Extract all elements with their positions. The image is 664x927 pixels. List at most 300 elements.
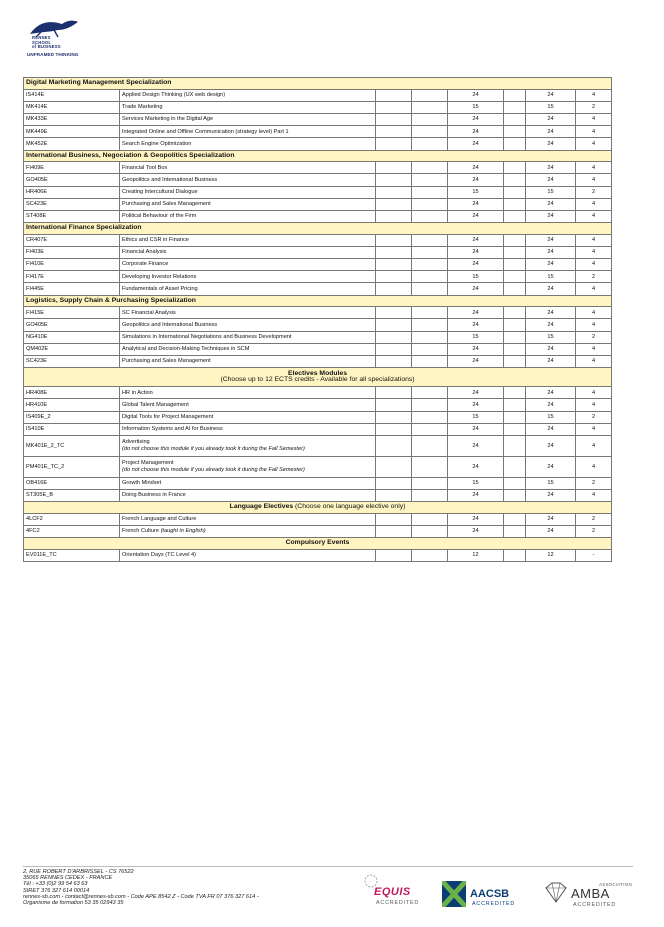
course-name: [120, 198, 376, 210]
ects-cell: 4: [576, 423, 612, 435]
ects-cell: 4: [576, 387, 612, 399]
course-code: FI403E: [24, 246, 120, 258]
hours-total-cell: 24: [526, 162, 576, 174]
blank-cell: [412, 549, 448, 561]
blank-cell: [412, 513, 448, 525]
course-name-text: Trade Marketing: [122, 104, 163, 111]
hours-total-cell: 24: [526, 259, 576, 271]
course-name-text: Creating Intercultural Dialogue: [122, 188, 198, 195]
course-name: [120, 331, 376, 343]
course-code: MK433E: [24, 113, 120, 125]
blank-cell: [412, 423, 448, 435]
ects-cell: 2: [576, 477, 612, 489]
course-name: [120, 259, 376, 271]
course-code: IS410E: [24, 423, 120, 435]
blank-cell: [412, 246, 448, 258]
section-subtitle: (Choose up to 12 ECTS credits - Available for all specializations): [220, 376, 415, 384]
blank-cell: [376, 246, 412, 258]
blank-cell: [504, 399, 526, 411]
course-code: ST305E_B: [24, 490, 120, 502]
hours-total-cell: 24: [526, 423, 576, 435]
course-name: [120, 355, 376, 367]
course-row: [24, 423, 612, 435]
blank-cell: [504, 210, 526, 222]
hours-total-cell: 15: [526, 101, 576, 113]
section-header: [24, 295, 612, 307]
hours-cell: 24: [448, 113, 504, 125]
course-name-text: Digital Tools for Project Management: [122, 413, 214, 420]
course-note: (do not choose this module if you already took it during the Fall Semester): [122, 445, 305, 452]
blank-cell: [376, 490, 412, 502]
section-header: [24, 223, 612, 235]
course-name: [120, 435, 376, 456]
blank-cell: [412, 490, 448, 502]
hours-cell: 24: [448, 162, 504, 174]
course-name-text: Financial Analysis: [122, 249, 167, 256]
blank-cell: [376, 113, 412, 125]
course-code: 4FC2: [24, 526, 120, 538]
blank-cell: [504, 343, 526, 355]
course-name: [120, 162, 376, 174]
course-name-text: Developing Investor Relations: [122, 273, 197, 280]
course-row: [24, 113, 612, 125]
hours-total-cell: 15: [526, 477, 576, 489]
course-row: [24, 89, 612, 101]
course-table: [23, 77, 612, 562]
blank-cell: [504, 259, 526, 271]
ects-cell: 2: [576, 513, 612, 525]
hours-cell: 24: [448, 526, 504, 538]
aacsb-accredited-label: ACCREDITED: [472, 901, 516, 907]
section-header-row: [24, 223, 612, 235]
hours-cell: 15: [448, 271, 504, 283]
blank-cell: [412, 234, 448, 246]
course-code: QM402E: [24, 343, 120, 355]
blank-cell: [412, 399, 448, 411]
blank-cell: [412, 89, 448, 101]
ects-cell: 4: [576, 355, 612, 367]
blank-cell: [376, 355, 412, 367]
hours-total-cell: 15: [526, 411, 576, 423]
course-row: [24, 138, 612, 150]
blank-cell: [376, 387, 412, 399]
blank-cell: [412, 387, 448, 399]
blank-cell: [376, 186, 412, 198]
course-code: IS409E_2: [24, 411, 120, 423]
ects-cell: 4: [576, 399, 612, 411]
section-header-row: [24, 295, 612, 307]
blank-cell: [504, 319, 526, 331]
blank-cell: [412, 283, 448, 295]
equis-accredited-label: ACCREDITED: [376, 900, 420, 906]
course-name: [120, 234, 376, 246]
blank-cell: [412, 456, 448, 477]
ects-cell: 2: [576, 526, 612, 538]
hours-cell: 24: [448, 456, 504, 477]
course-row: [24, 513, 612, 525]
ects-cell: 4: [576, 162, 612, 174]
footer-divider: [23, 866, 633, 867]
blank-cell: [376, 435, 412, 456]
amba-diamond-icon: [543, 882, 569, 904]
section-header-row: [24, 150, 612, 162]
hours-cell: 24: [448, 319, 504, 331]
course-name: [120, 307, 376, 319]
course-code: MK449E: [24, 126, 120, 138]
course-name: [120, 477, 376, 489]
course-row: [24, 411, 612, 423]
blank-cell: [504, 246, 526, 258]
blank-cell: [412, 435, 448, 456]
course-name-text: Analytical and Decision-Making Techniques in SCM: [122, 346, 250, 353]
course-name-text: Project Management: [122, 460, 174, 467]
footer-line: 2, RUE ROBERT D'ARBRISSEL - CS 76522: [23, 869, 134, 875]
course-row: [24, 435, 612, 456]
section-header: [24, 78, 612, 90]
course-name-text: Corporate Finance: [122, 261, 169, 268]
course-name-text: Political Behaviour of the Firm: [122, 213, 197, 220]
hours-total-cell: 24: [526, 387, 576, 399]
hours-total-cell: 24: [526, 246, 576, 258]
course-name: [120, 490, 376, 502]
blank-cell: [376, 101, 412, 113]
hours-total-cell: 24: [526, 526, 576, 538]
hours-cell: 24: [448, 246, 504, 258]
hours-cell: 15: [448, 411, 504, 423]
course-name-text: Orientation Days (TC Level 4): [122, 552, 196, 559]
ects-cell: 2: [576, 331, 612, 343]
ects-cell: 4: [576, 319, 612, 331]
course-name: [120, 343, 376, 355]
course-name: [120, 246, 376, 258]
course-name-text: Fundamentals of Asset Pricing: [122, 285, 198, 292]
blank-cell: [376, 234, 412, 246]
hours-cell: 24: [448, 259, 504, 271]
ects-cell: 4: [576, 490, 612, 502]
hours-cell: 24: [448, 399, 504, 411]
course-name: [120, 186, 376, 198]
blank-cell: [376, 162, 412, 174]
ects-cell: 4: [576, 343, 612, 355]
blank-cell: [376, 399, 412, 411]
course-code: MK452E: [24, 138, 120, 150]
ects-cell: 4: [576, 234, 612, 246]
hours-cell: 24: [448, 126, 504, 138]
hours-total-cell: 24: [526, 456, 576, 477]
blank-cell: [504, 89, 526, 101]
course-note: (do not choose this module if you already took it during the Fall Semester): [122, 466, 305, 473]
hours-cell: 24: [448, 138, 504, 150]
section-header: [24, 538, 612, 550]
footer-line: rennes-sb.com - contact@rennes-sb.com - Code APE 8542 Z - Code TVA FR 07 376 327 614 -: [23, 893, 259, 900]
hours-cell: 12: [448, 549, 504, 561]
blank-cell: [376, 198, 412, 210]
ects-cell: 2: [576, 101, 612, 113]
ects-cell: 4: [576, 246, 612, 258]
blank-cell: [504, 162, 526, 174]
course-name: [120, 283, 376, 295]
course-row: [24, 259, 612, 271]
ects-cell: 4: [576, 283, 612, 295]
course-name-text: Growth Mindset: [122, 480, 162, 487]
course-name-text: Search Engine Optimization: [122, 140, 192, 147]
hours-total-cell: 24: [526, 174, 576, 186]
aacsb-square-icon: [442, 881, 466, 907]
course-code: HR406E: [24, 186, 120, 198]
course-row: [24, 307, 612, 319]
hours-cell: 15: [448, 477, 504, 489]
hours-cell: 15: [448, 186, 504, 198]
course-row: [24, 246, 612, 258]
blank-cell: [376, 271, 412, 283]
amba-badge: [543, 872, 632, 912]
hours-total-cell: 24: [526, 234, 576, 246]
blank-cell: [376, 283, 412, 295]
course-name: [120, 101, 376, 113]
blank-cell: [376, 89, 412, 101]
course-name: [120, 89, 376, 101]
hours-total-cell: 24: [526, 435, 576, 456]
ects-cell: 4: [576, 126, 612, 138]
hours-total-cell: 24: [526, 399, 576, 411]
blank-cell: [412, 198, 448, 210]
hours-cell: 24: [448, 210, 504, 222]
course-name-text: Information Systems and AI for Business: [122, 426, 223, 433]
ects-cell: 4: [576, 435, 612, 456]
section-header: [24, 150, 612, 162]
hours-total-cell: 24: [526, 113, 576, 125]
amba-association-label: ASSOCIATION: [599, 882, 632, 887]
blank-cell: [412, 259, 448, 271]
course-code: SC423E: [24, 355, 120, 367]
ects-cell: 4: [576, 138, 612, 150]
blank-cell: [504, 549, 526, 561]
section-title: Electives Modules: [288, 369, 347, 377]
section-subtitle: (Choose one language elective only): [295, 503, 406, 511]
course-code: FI409E: [24, 162, 120, 174]
blank-cell: [504, 198, 526, 210]
hours-cell: 24: [448, 435, 504, 456]
blank-cell: [376, 549, 412, 561]
blank-cell: [504, 283, 526, 295]
hours-total-cell: 24: [526, 210, 576, 222]
section-title: Digital Marketing Management Specialization: [26, 79, 172, 87]
course-name-text: Advertising: [122, 439, 150, 446]
blank-cell: [412, 411, 448, 423]
blank-cell: [376, 526, 412, 538]
course-row: [24, 198, 612, 210]
hours-cell: 24: [448, 423, 504, 435]
blank-cell: [376, 513, 412, 525]
hours-cell: 24: [448, 490, 504, 502]
course-name: [120, 138, 376, 150]
footer-line: SIRET 376 327 614 00014: [23, 887, 90, 894]
course-name: [120, 126, 376, 138]
hours-total-cell: 15: [526, 331, 576, 343]
course-code: FI415E: [24, 307, 120, 319]
section-header: [24, 368, 612, 387]
course-code: 4LCF2: [24, 513, 120, 525]
blank-cell: [504, 411, 526, 423]
course-code: MK414E: [24, 101, 120, 113]
blank-cell: [376, 319, 412, 331]
blank-cell: [376, 259, 412, 271]
course-row: [24, 186, 612, 198]
blank-cell: [504, 423, 526, 435]
blank-cell: [376, 411, 412, 423]
hours-total-cell: 24: [526, 355, 576, 367]
course-name-text: Integrated Online and Offline Communication (strategy level) Part 1: [122, 128, 289, 135]
course-name: [120, 319, 376, 331]
course-name: [120, 210, 376, 222]
course-name-text: Geopolitics and International Business: [122, 321, 218, 328]
course-code: HR410E: [24, 399, 120, 411]
course-name-text: Ethics and CSR in Finance: [122, 237, 189, 244]
course-code: GO405E: [24, 174, 120, 186]
logo-wordmark: [32, 36, 61, 50]
course-row: [24, 210, 612, 222]
course-name-text: Simulations in International Negotiations and Business Development: [122, 333, 292, 340]
course-name-text: Services Marketing in the Digital Age: [122, 116, 214, 123]
course-code: GO405E: [24, 319, 120, 331]
course-name: [120, 411, 376, 423]
blank-cell: [412, 174, 448, 186]
blank-cell: [412, 113, 448, 125]
course-row: [24, 271, 612, 283]
course-code: NG410E: [24, 331, 120, 343]
course-name: [120, 387, 376, 399]
footer-address: [23, 869, 343, 906]
footer-line: Organisme de formation 53 35 02943 35: [23, 900, 124, 907]
footer-line: Tél : +33 (0)2 99 54 63 63: [23, 881, 88, 888]
ects-cell: 2: [576, 271, 612, 283]
blank-cell: [376, 307, 412, 319]
course-code: PM401E_TC_2: [24, 456, 120, 477]
blank-cell: [376, 126, 412, 138]
hours-cell: 24: [448, 387, 504, 399]
blank-cell: [504, 307, 526, 319]
blank-cell: [412, 307, 448, 319]
blank-cell: [412, 101, 448, 113]
blank-cell: [376, 138, 412, 150]
section-title: Compulsory Events: [285, 539, 350, 547]
course-name-text: Applied Design Thinking (UX web design): [122, 91, 226, 98]
logo-line: RENNES: [32, 35, 51, 40]
course-name-text: Purchasing and Sales Management: [122, 201, 211, 208]
course-row: [24, 162, 612, 174]
course-note: (taught in English): [160, 528, 206, 535]
ects-cell: 4: [576, 259, 612, 271]
aacsb-name: AACSB: [470, 888, 510, 900]
blank-cell: [504, 101, 526, 113]
course-row: [24, 355, 612, 367]
blank-cell: [504, 477, 526, 489]
course-row: [24, 126, 612, 138]
blank-cell: [376, 477, 412, 489]
course-row: [24, 283, 612, 295]
course-code: SC423E: [24, 198, 120, 210]
hours-total-cell: 24: [526, 319, 576, 331]
hours-cell: 24: [448, 513, 504, 525]
hours-total-cell: 24: [526, 126, 576, 138]
amba-accredited-label: ACCREDITED: [573, 902, 617, 908]
course-code: CR407E: [24, 234, 120, 246]
section-title: International Finance Specialization: [26, 224, 142, 232]
course-name-text: SC Financial Analysis: [122, 309, 176, 316]
blank-cell: [376, 174, 412, 186]
hours-total-cell: 24: [526, 283, 576, 295]
ects-cell: 2: [576, 186, 612, 198]
hours-cell: 24: [448, 355, 504, 367]
course-row: [24, 387, 612, 399]
course-row: [24, 526, 612, 538]
course-row: [24, 343, 612, 355]
hours-total-cell: 15: [526, 186, 576, 198]
course-name: [120, 549, 376, 561]
blank-cell: [412, 355, 448, 367]
course-row: [24, 456, 612, 477]
blank-cell: [376, 423, 412, 435]
course-name-text: French Culture: [122, 528, 159, 535]
blank-cell: [412, 126, 448, 138]
course-name: [120, 526, 376, 538]
logo-line: of BUSINESS: [32, 44, 61, 50]
course-row: [24, 174, 612, 186]
blank-cell: [376, 456, 412, 477]
blank-cell: [412, 138, 448, 150]
section-title: International Business, Negociation & Geopolitics Specialization: [26, 151, 235, 159]
course-name: [120, 113, 376, 125]
course-code: HR408E: [24, 387, 120, 399]
blank-cell: [504, 435, 526, 456]
ects-cell: 4: [576, 456, 612, 477]
course-code: FI410E: [24, 259, 120, 271]
course-code: ST408E: [24, 210, 120, 222]
blank-cell: [504, 331, 526, 343]
course-code: FI445E: [24, 283, 120, 295]
ects-cell: 4: [576, 89, 612, 101]
hours-total-cell: 15: [526, 271, 576, 283]
blank-cell: [504, 456, 526, 477]
hours-total-cell: 24: [526, 490, 576, 502]
hours-total-cell: 24: [526, 343, 576, 355]
blank-cell: [412, 526, 448, 538]
section-header-row: [24, 538, 612, 550]
course-name-text: HR in Action: [122, 389, 153, 396]
course-name: [120, 423, 376, 435]
blank-cell: [504, 138, 526, 150]
blank-cell: [504, 126, 526, 138]
blank-cell: [412, 162, 448, 174]
equis-badge: [362, 872, 424, 912]
blank-cell: [412, 343, 448, 355]
course-row: [24, 234, 612, 246]
course-name-text: Purchasing and Sales Management: [122, 358, 211, 365]
course-name: [120, 513, 376, 525]
course-name: [120, 271, 376, 283]
logo-line: SCHOOL: [32, 39, 52, 45]
hours-cell: 24: [448, 283, 504, 295]
course-name-text: Global Talent Management: [122, 401, 189, 408]
hours-cell: 15: [448, 101, 504, 113]
blank-cell: [504, 490, 526, 502]
equis-name: EQUIS: [374, 886, 411, 898]
hours-cell: 15: [448, 331, 504, 343]
hours-cell: 24: [448, 343, 504, 355]
section-title: Language Electives: [229, 503, 294, 511]
hours-total-cell: 24: [526, 513, 576, 525]
hours-total-cell: 24: [526, 89, 576, 101]
